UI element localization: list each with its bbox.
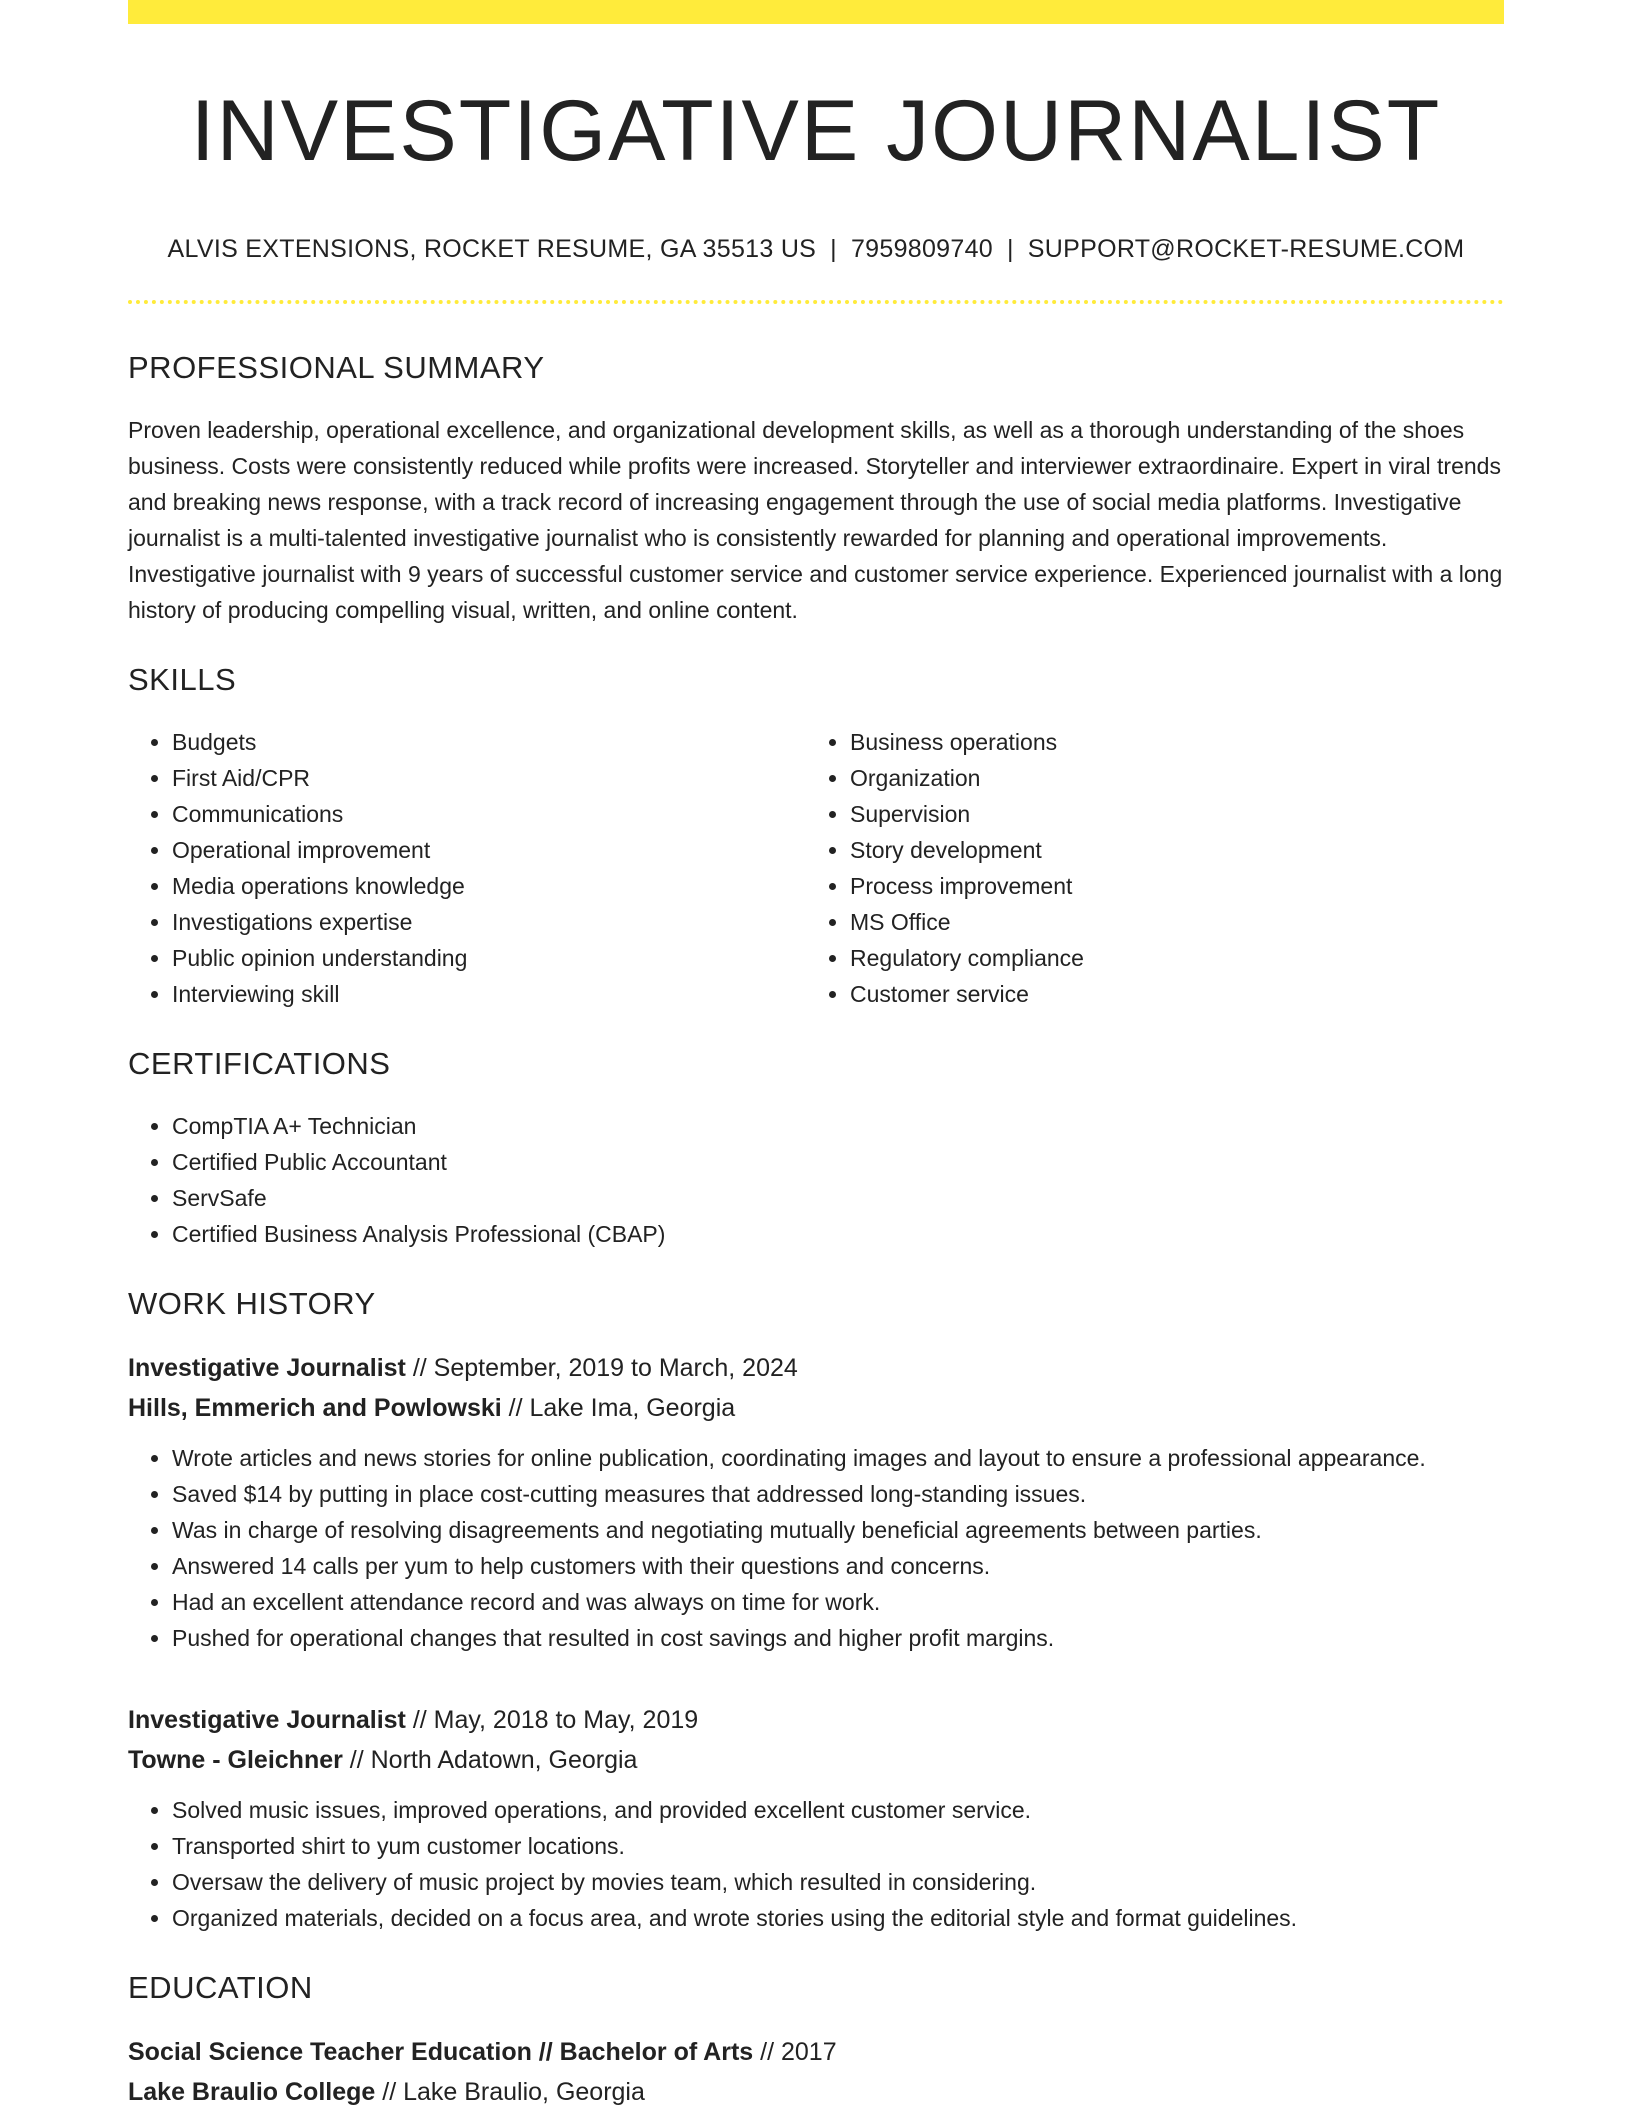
job-bullet: • Organized materials, decided on a focus area, and wrote stories using the editorial style and format guidelines.: [172, 1900, 1504, 1936]
certification-item: • ServSafe: [172, 1180, 1504, 1216]
job-dates: // September, 2019 to March, 2024: [405, 1353, 798, 1382]
skill-item: • Regulatory compliance: [850, 940, 1484, 976]
job-entry: [128, 1700, 1504, 1936]
certification-item: • Certified Public Accountant: [172, 1144, 1504, 1180]
accent-top-bar: [128, 0, 1504, 24]
job-bullet: • Had an excellent attendance record and was always on time for work.: [172, 1584, 1504, 1620]
job-role: Investigative Journalist: [128, 1353, 406, 1382]
job-bullet: • Was in charge of resolving disagreements and negotiating mutually beneficial agreements between parties.: [172, 1512, 1504, 1548]
skill-item: • Interviewing skill: [172, 976, 806, 1012]
resume-title: INVESTIGATIVE JOURNALIST: [190, 83, 1442, 179]
skill-item: • Process improvement: [850, 868, 1484, 904]
job-bullet: • Saved $14 by putting in place cost-cutting measures that addressed long-standing issues.: [172, 1476, 1504, 1512]
job-company: Hills, Emmerich and Powlowski: [128, 1393, 502, 1422]
job-location: // North Adatown, Georgia: [342, 1745, 638, 1774]
dotted-divider: [128, 300, 1504, 304]
skill-item: • Communications: [172, 796, 806, 832]
job-bullet: • Answered 14 calls per yum to help customers with their questions and concerns.: [172, 1548, 1504, 1584]
skill-item: • Customer service: [850, 976, 1484, 1012]
skill-item: • First Aid/CPR: [172, 760, 806, 796]
skills-section: [128, 662, 1504, 1012]
resume-page: [128, 0, 1504, 2112]
contact-phone: 7959809740: [850, 234, 993, 263]
education-degree: Social Science Teacher Education // Bachelor of Arts: [128, 2037, 754, 2066]
education-location: // Lake Braulio, Georgia: [375, 2077, 645, 2106]
professional-summary-section: [128, 350, 1504, 628]
job-company-line: [128, 1740, 1504, 1780]
job-bullet: • Wrote articles and news stories for online publication, coordinating images and layout to ensure a professional appearance.: [172, 1440, 1504, 1476]
section-title-work-history: WORK HISTORY: [128, 1285, 376, 1321]
skill-item: • Public opinion understanding: [172, 940, 806, 976]
education-year: // 2017: [753, 2037, 837, 2066]
job-title-line: [128, 1348, 1504, 1388]
skills-list-right: [806, 724, 1484, 1012]
job-bullet: • Solved music issues, improved operations, and provided excellent customer service.: [172, 1792, 1504, 1828]
education-entry: [128, 2032, 1504, 2112]
skill-item: • MS Office: [850, 904, 1484, 940]
skills-column-left: [128, 724, 806, 1012]
job-role: Investigative Journalist: [128, 1705, 406, 1734]
job-location: // Lake Ima, Georgia: [501, 1393, 736, 1422]
skills-list-left: [128, 724, 806, 1012]
education-section: [128, 1970, 1504, 2112]
work-history-section: [128, 1286, 1504, 1936]
skills-columns: [128, 724, 1504, 1012]
contact-email: SUPPORT@ROCKET-RESUME.COM: [1027, 234, 1465, 263]
contact-address: ALVIS EXTENSIONS, ROCKET RESUME, GA 35513 US: [167, 234, 817, 263]
education-degree-line: [128, 2032, 1504, 2072]
job-bullet: • Oversaw the delivery of music project by movies team, which resulted in considering.: [172, 1864, 1504, 1900]
section-title-skills: SKILLS: [128, 661, 237, 697]
skill-item: • Organization: [850, 760, 1484, 796]
job-bullet-list: [128, 1440, 1504, 1656]
contact-separator: |: [830, 234, 837, 263]
job-title-line: [128, 1700, 1504, 1740]
job-bullet: • Transported shirt to yum customer locations.: [172, 1828, 1504, 1864]
contact-line: [128, 235, 1504, 264]
section-title-education: EDUCATION: [128, 1969, 313, 2005]
education-school-line: [128, 2072, 1504, 2112]
summary-text: Proven leadership, operational excellence, and organizational development skills, as well as a thorough understanding of the shoes business. Costs were consistently reduced while profits were increased. Storyteller and interviewer extraordinaire. Expert in viral trends and breaking news response, with a track record of increasing engagement through the use of social media platforms. Investigative journalist is a multi-talented investigative journalist who is consistently rewarded for planning and operational improvements. Investigative journalist with 9 years of successful customer service and customer service experience. Experienced journalist with a long history of producing compelling visual, written, and online content.: [128, 416, 1503, 623]
certification-item: • CompTIA A+ Technician: [172, 1108, 1504, 1144]
job-entry: [128, 1348, 1504, 1656]
job-company-line: [128, 1388, 1504, 1428]
skill-item: • Story development: [850, 832, 1484, 868]
certifications-section: [128, 1046, 1504, 1252]
section-title-certifications: CERTIFICATIONS: [128, 1045, 391, 1081]
certification-item: • Certified Business Analysis Professional (CBAP): [172, 1216, 1504, 1252]
skill-item: • Budgets: [172, 724, 806, 760]
contact-separator: |: [1007, 234, 1014, 263]
section-title-summary: PROFESSIONAL SUMMARY: [128, 349, 545, 385]
skill-item: • Business operations: [850, 724, 1484, 760]
job-bullet: • Pushed for operational changes that resulted in cost savings and higher profit margins.: [172, 1620, 1504, 1656]
skill-item: • Media operations knowledge: [172, 868, 806, 904]
job-dates: // May, 2018 to May, 2019: [405, 1705, 699, 1734]
skill-item: • Operational improvement: [172, 832, 806, 868]
skill-item: • Investigations expertise: [172, 904, 806, 940]
job-bullet-list: [128, 1792, 1504, 1936]
education-school: Lake Braulio College: [128, 2077, 376, 2106]
certifications-list: [128, 1108, 1504, 1252]
skill-item: • Supervision: [850, 796, 1484, 832]
skills-column-right: [806, 724, 1484, 1012]
job-company: Towne - Gleichner: [128, 1745, 343, 1774]
